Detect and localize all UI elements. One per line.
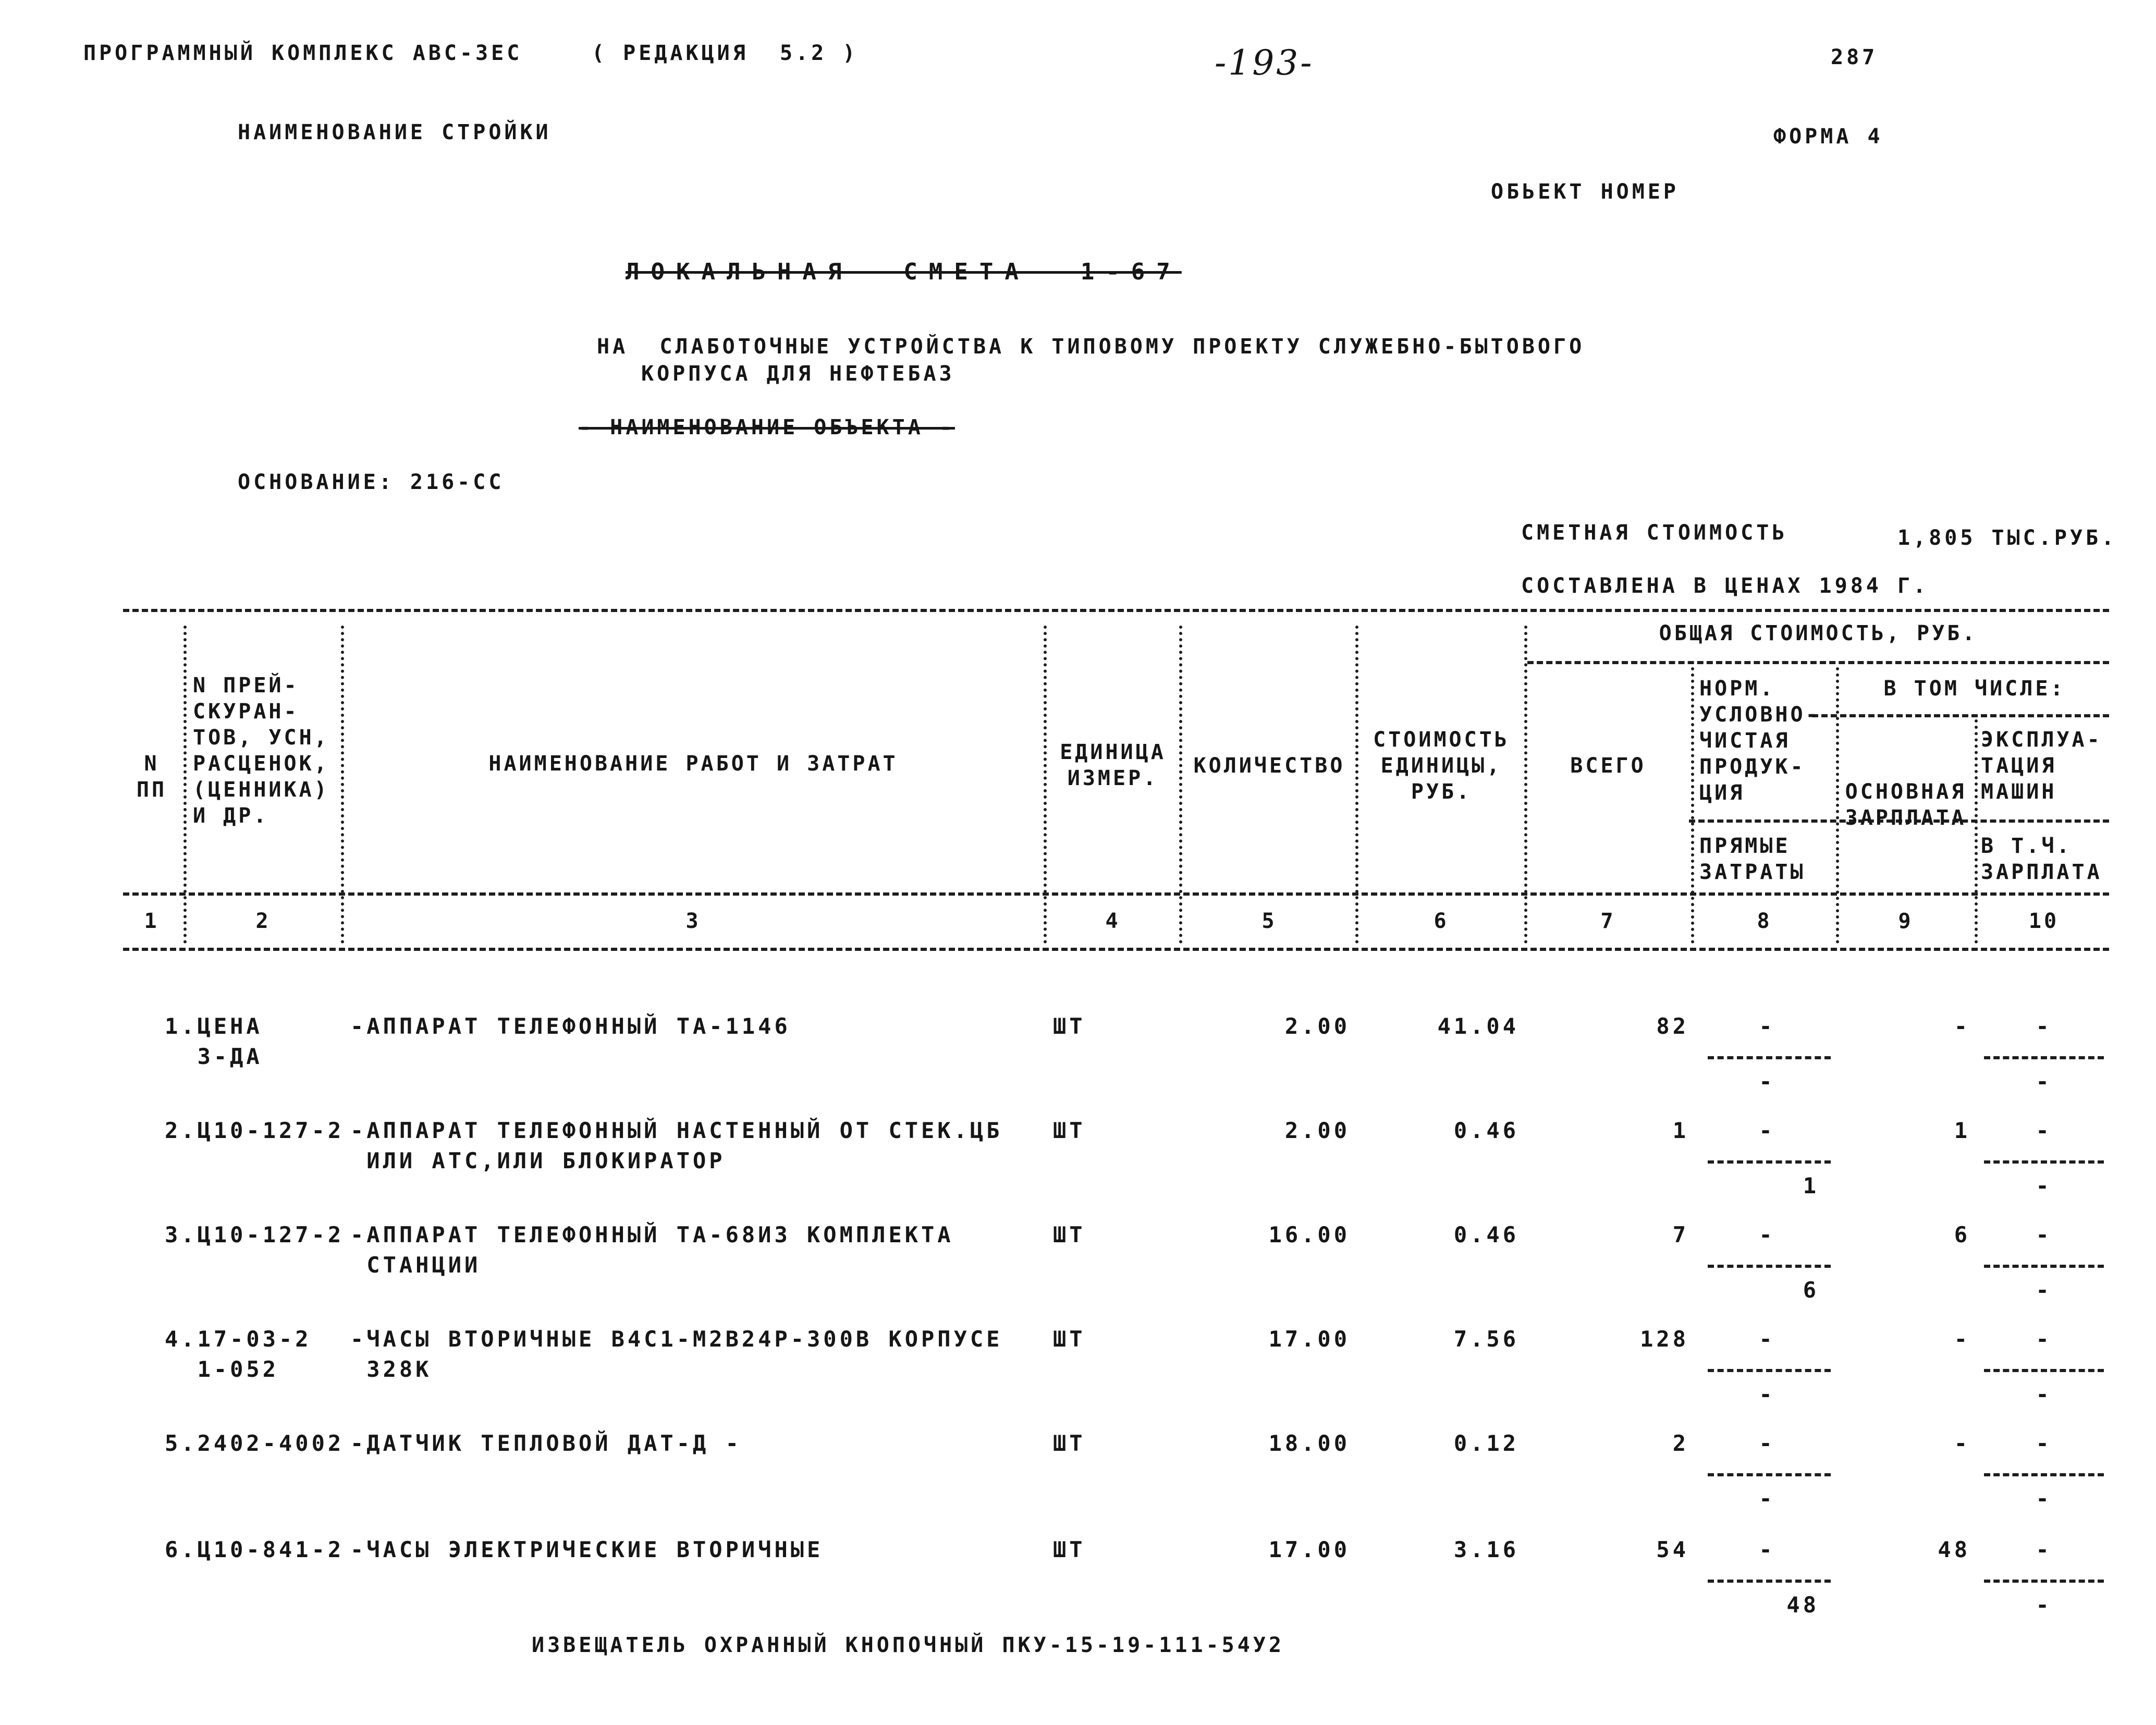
col-sep-9 bbox=[1975, 719, 1978, 944]
row-incl-salary: - bbox=[2036, 1592, 2052, 1618]
row-subdivider bbox=[1984, 1265, 2104, 1268]
col-number-8: 8 bbox=[1757, 909, 1772, 933]
row-incl-salary: - bbox=[2036, 1381, 2052, 1407]
col-number-3: 3 bbox=[685, 909, 701, 933]
row-subdivider bbox=[1708, 1056, 1831, 1059]
row-machine-operation: - bbox=[2036, 1118, 2052, 1143]
row-unit: ШТ bbox=[1053, 1013, 1086, 1039]
row-direct-costs: 6 bbox=[1803, 1277, 1819, 1303]
row-direct-costs: 1 bbox=[1803, 1173, 1819, 1198]
row-net-products: - bbox=[1759, 1222, 1775, 1247]
col-header-total-cost-group: ОБЩАЯ СТОИМОСТЬ, РУБ. bbox=[1659, 621, 1978, 645]
col-sep-4 bbox=[1179, 626, 1182, 944]
row-quantity: 2.00 bbox=[1284, 1118, 1350, 1143]
row-base-salary: 1 bbox=[1954, 1118, 1970, 1143]
row-quantity: 16.00 bbox=[1268, 1222, 1350, 1247]
col-header-price-list: N ПРЕЙ- СКУРАН- ТОВ, УСН, РАСЦЕНОК, (ЦЕННИКА) И ДР. bbox=[193, 674, 329, 828]
row-net-products: - bbox=[1759, 1013, 1775, 1039]
row-net-products: - bbox=[1759, 1430, 1775, 1456]
col-number-6: 6 bbox=[1434, 909, 1449, 933]
col-header-unit: ЕДИНИЦА ИЗМЕР. bbox=[1060, 740, 1166, 790]
row-direct-costs: - bbox=[1759, 1069, 1775, 1094]
col-header-machine-operation: ЭКСПЛУА- ТАЦИЯ МАШИН bbox=[1981, 728, 2102, 804]
row-unit-price: 0.46 bbox=[1453, 1118, 1519, 1143]
row-code: 4.17-03-2 1-052 bbox=[165, 1326, 312, 1382]
row-total: 2 bbox=[1672, 1430, 1689, 1456]
program-name: ПРОГРАММНЫЙ КОМПЛЕКС АВС-3ЕС bbox=[83, 41, 523, 65]
col-number-7: 7 bbox=[1600, 909, 1616, 933]
col-header-work-name: НАИМЕНОВАНИЕ РАБОТ И ЗАТРАТ bbox=[488, 752, 898, 776]
row-subdivider bbox=[1708, 1369, 1831, 1372]
col-header-quantity: КОЛИЧЕСТВО bbox=[1193, 754, 1345, 778]
row-unit-price: 41.04 bbox=[1437, 1013, 1519, 1039]
row-unit-price: 0.46 bbox=[1453, 1222, 1519, 1247]
col-header-direct-costs: ПРЯМЫЕ ЗАТРАТЫ bbox=[1699, 834, 1806, 884]
edition-label: ( РЕДАКЦИЯ 5.2 ) bbox=[592, 41, 859, 65]
row-direct-costs: 48 bbox=[1786, 1592, 1819, 1618]
col-number-10: 10 bbox=[2028, 909, 2060, 933]
construction-name-label: НАИМЕНОВАНИЕ СТРОЙКИ bbox=[238, 120, 552, 144]
row-incl-salary: - bbox=[2036, 1069, 2052, 1094]
row-unit-price: 0.12 bbox=[1453, 1430, 1519, 1456]
row-total: 7 bbox=[1672, 1222, 1689, 1247]
handwritten-page-number: -193- bbox=[1215, 43, 1314, 83]
row-machine-operation: - bbox=[2036, 1326, 2052, 1352]
total-cost-group-divider bbox=[1527, 661, 2109, 664]
col-header-including-group: В ТОМ ЧИСЛЕ: bbox=[1883, 677, 2066, 701]
row-name: -АППАРАТ ТЕЛЕФОННЫЙ ТА-1146 bbox=[350, 1013, 791, 1039]
col-number-1: 1 bbox=[144, 909, 160, 933]
col-header-number: N ПП bbox=[136, 752, 167, 802]
row-name: -ЧАСЫ ЭЛЕКТРИЧЕСКИЕ ВТОРИЧНЫЕ bbox=[350, 1537, 824, 1562]
basis-label: ОСНОВАНИЕ: 216-СС bbox=[238, 470, 505, 494]
col-sep-6 bbox=[1524, 626, 1527, 944]
object-number-label: ОБЬЕКТ НОМЕР bbox=[1491, 180, 1679, 204]
row-quantity: 17.00 bbox=[1268, 1537, 1350, 1562]
row-subdivider bbox=[1984, 1056, 2104, 1059]
row-code: 1.ЦЕНА 3-ДА bbox=[165, 1013, 263, 1069]
row-base-salary: - bbox=[1954, 1013, 1970, 1039]
column-number-bottom-border bbox=[123, 948, 2109, 951]
row-subdivider bbox=[1708, 1473, 1831, 1476]
row-incl-salary: - bbox=[2036, 1486, 2052, 1511]
row-subdivider bbox=[1708, 1160, 1831, 1164]
estimated-cost-label: СМЕТНАЯ СТОИМОСТЬ bbox=[1521, 521, 1788, 545]
row-machine-operation: - bbox=[2036, 1013, 2052, 1039]
col-header-net-products: НОРМ. УСЛОВНО- ЧИСТАЯ ПРОДУК- ЦИЯ bbox=[1699, 677, 1821, 805]
col-sep-1 bbox=[183, 626, 187, 944]
row-unit: ШТ bbox=[1053, 1430, 1086, 1456]
col-sep-3 bbox=[1044, 626, 1047, 944]
row-net-products: - bbox=[1759, 1537, 1775, 1562]
row-unit: ШТ bbox=[1053, 1222, 1086, 1247]
row-unit: ШТ bbox=[1053, 1537, 1086, 1562]
row-subdivider bbox=[1708, 1580, 1831, 1583]
row-total: 128 bbox=[1640, 1326, 1689, 1352]
prices-note: СОСТАВЛЕНА В ЦЕНАХ 1984 Г. bbox=[1521, 574, 1929, 598]
row-incl-salary: - bbox=[2036, 1277, 2052, 1303]
row-machine-operation: - bbox=[2036, 1222, 2052, 1247]
row-subdivider bbox=[1984, 1369, 2104, 1372]
header-bottom-border bbox=[123, 892, 2109, 896]
col-number-2: 2 bbox=[255, 909, 271, 933]
row-name: -ЧАСЫ ВТОРИЧНЫЕ В4С1-М2В24Р-300В КОРПУСЕ 328К bbox=[350, 1326, 1003, 1382]
row-subdivider bbox=[1984, 1160, 2104, 1164]
row-unit-price: 3.16 bbox=[1453, 1537, 1519, 1562]
col-header-unit-cost: СТОИМОСТЬ ЕДИНИЦЫ, РУБ. bbox=[1373, 728, 1510, 804]
including-group-divider bbox=[1812, 714, 2109, 717]
col-number-4: 4 bbox=[1105, 909, 1121, 933]
row-quantity: 17.00 bbox=[1268, 1326, 1350, 1352]
row-code: 2.Ц10-127-2 bbox=[165, 1118, 345, 1143]
row-total: 82 bbox=[1656, 1013, 1689, 1039]
row-quantity: 2.00 bbox=[1284, 1013, 1350, 1039]
object-name-label: - НАИМЕНОВАНИЕ ОБЪЕКТА - bbox=[579, 415, 955, 439]
row-total: 1 bbox=[1672, 1118, 1689, 1143]
row-direct-costs: - bbox=[1759, 1381, 1775, 1407]
col-header-incl-salary: В Т.Ч. ЗАРПЛАТА bbox=[1981, 834, 2102, 884]
row-unit-price: 7.56 bbox=[1453, 1326, 1519, 1352]
row-base-salary: 48 bbox=[1938, 1537, 1970, 1562]
table-top-border bbox=[123, 609, 2109, 612]
row-incl-salary: - bbox=[2036, 1173, 2052, 1198]
row-subdivider bbox=[1984, 1473, 2104, 1476]
estimated-cost-value: 1,805 ТЫС.РУБ. bbox=[1897, 526, 2117, 550]
col-header-base-salary: ОСНОВНАЯ ЗАРПЛАТА bbox=[1845, 780, 1967, 830]
estimate-title: ЛОКАЛЬНАЯ СМЕТА 1-67 bbox=[626, 259, 1182, 285]
row-total: 54 bbox=[1656, 1537, 1689, 1562]
col-header-total: ВСЕГО bbox=[1570, 754, 1646, 778]
row-subdivider bbox=[1708, 1265, 1831, 1268]
trailing-item-line: ИЗВЕЩАТЕЛЬ ОХРАННЫЙ КНОПОЧНЫЙ ПКУ-15-19-111-54У2 bbox=[532, 1633, 1284, 1657]
row-quantity: 18.00 bbox=[1268, 1430, 1350, 1456]
row-unit: ШТ bbox=[1053, 1118, 1086, 1143]
estimate-subject-line2: КОРПУСА ДЛЯ НЕФТЕБАЗ bbox=[641, 362, 955, 386]
row-name: -АППАРАТ ТЕЛЕФОННЫЙ НАСТЕННЫЙ ОТ СТЕК.ЦБ ИЛИ АТС,ИЛИ БЛОКИРАТОР bbox=[350, 1118, 1003, 1173]
row-code: 6.Ц10-841-2 bbox=[165, 1537, 345, 1562]
estimate-subject-line1: НА СЛАБОТОЧНЫЕ УСТРОЙСТВА К ТИПОВОМУ ПРОЕКТУ СЛУЖЕБНО-БЫТОВОГО bbox=[597, 335, 1585, 359]
col-sep-2 bbox=[341, 626, 344, 944]
row-net-products: - bbox=[1759, 1326, 1775, 1352]
row-name: -ДАТЧИК ТЕПЛОВОЙ ДАТ-Д - bbox=[350, 1430, 742, 1456]
row-base-salary: 6 bbox=[1954, 1222, 1970, 1247]
row-base-salary: - bbox=[1954, 1326, 1970, 1352]
col-sep-7 bbox=[1691, 667, 1694, 944]
col-number-5: 5 bbox=[1261, 909, 1277, 933]
row-machine-operation: - bbox=[2036, 1537, 2052, 1562]
row-name: -АППАРАТ ТЕЛЕФОННЫЙ ТА-68ИЗ КОМПЛЕКТА СТАНЦИИ bbox=[350, 1222, 954, 1278]
page-number: 287 bbox=[1831, 45, 1878, 69]
form-label: ФОРМА 4 bbox=[1773, 125, 1883, 149]
row-subdivider bbox=[1984, 1580, 2104, 1583]
row-direct-costs: - bbox=[1759, 1486, 1775, 1511]
row-net-products: - bbox=[1759, 1118, 1775, 1143]
col-number-9: 9 bbox=[1898, 909, 1914, 933]
row-machine-operation: - bbox=[2036, 1430, 2052, 1456]
row-code: 3.Ц10-127-2 bbox=[165, 1222, 345, 1247]
row-base-salary: - bbox=[1954, 1430, 1970, 1456]
row-unit: ШТ bbox=[1053, 1326, 1086, 1352]
row-code: 5.2402-4002 bbox=[165, 1430, 345, 1456]
